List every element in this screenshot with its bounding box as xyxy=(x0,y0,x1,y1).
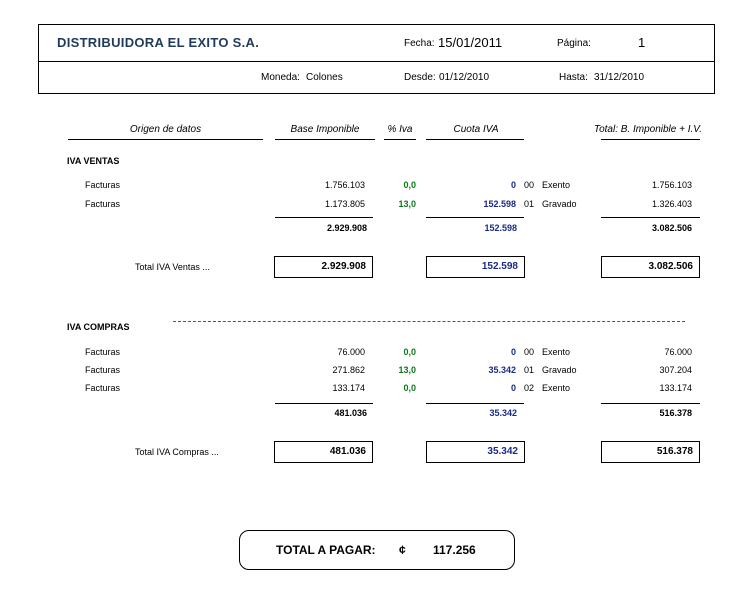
subtotal-rule-base xyxy=(275,217,373,218)
table-row-tipo: Exento xyxy=(542,383,571,393)
moneda-label: Moneda: xyxy=(261,72,300,83)
compras-subtotal-total: 516.378 xyxy=(659,408,692,418)
table-row-cuota: 0 xyxy=(510,180,516,190)
ventas-total-label: Total IVA Ventas ... xyxy=(135,262,210,272)
table-row-iva: 0,0 xyxy=(403,180,416,190)
total-pagar-value: 117.256 xyxy=(433,543,476,557)
table-row-tipo: Exento xyxy=(542,180,571,190)
table-row-iva: 0,0 xyxy=(403,383,416,393)
col-cuota: Cuota IVA xyxy=(453,124,499,135)
rule-total xyxy=(601,139,700,140)
table-row-origen: Facturas xyxy=(85,365,121,375)
subtotal-rule-base xyxy=(275,403,373,404)
desde-value: 01/12/2010 xyxy=(439,72,490,83)
table-row-origen: Facturas xyxy=(85,199,121,209)
subtotal-rule-total xyxy=(601,217,700,218)
table-row-origen: Facturas xyxy=(85,347,121,357)
company-name: DISTRIBUIDORA EL EXITO S.A. xyxy=(57,35,260,50)
table-row-total: 133.174 xyxy=(659,383,692,393)
compras-total-label: Total IVA Compras ... xyxy=(135,447,219,457)
compras-subtotal-cuota: 35.342 xyxy=(489,408,517,418)
table-row-tipo: Gravado xyxy=(542,365,577,375)
fecha-label: Fecha: xyxy=(404,38,435,49)
compras-total-base: 481.036 xyxy=(329,446,366,457)
table-row-total: 1.326.403 xyxy=(651,199,692,209)
compras-total-total: 516.378 xyxy=(656,446,693,457)
table-row-iva: 13,0 xyxy=(398,199,416,209)
rule-origen xyxy=(68,139,263,140)
compras-total-total-box xyxy=(601,441,700,463)
table-row-total: 307.204 xyxy=(659,365,692,375)
table-row-total: 1.756.103 xyxy=(651,180,692,190)
table-row-cuota: 152.598 xyxy=(483,199,516,209)
table-row-code: 01 xyxy=(524,199,535,209)
table-row-iva: 0,0 xyxy=(403,347,416,357)
pagina-value: 1 xyxy=(638,35,646,50)
total-pagar-label: TOTAL A PAGAR: xyxy=(276,543,376,557)
header-divider xyxy=(39,61,714,62)
ventas-subtotal-total: 3.082.506 xyxy=(651,223,692,233)
hasta-label: Hasta: xyxy=(559,72,588,83)
table-row-tipo: Exento xyxy=(542,347,571,357)
table-row-base: 1.756.103 xyxy=(324,180,365,190)
fecha-value: 15/01/2011 xyxy=(438,35,503,50)
ventas-total-cuota: 152.598 xyxy=(481,261,518,272)
compras-total-base-box xyxy=(274,441,373,463)
table-row-origen: Facturas xyxy=(85,180,121,190)
col-base: Base Imponible xyxy=(290,124,360,135)
table-row-iva: 13,0 xyxy=(398,365,416,375)
ventas-subtotal-cuota: 152.598 xyxy=(484,223,517,233)
table-row-base: 133.174 xyxy=(332,383,365,393)
subtotal-rule-cuota xyxy=(426,217,524,218)
rule-cuota xyxy=(426,139,524,140)
table-row-cuota: 35.342 xyxy=(488,365,516,375)
table-row-base: 1.173.805 xyxy=(324,199,365,209)
subtotal-rule-total xyxy=(601,403,700,404)
table-row-cuota: 0 xyxy=(510,347,516,357)
ventas-total-base-box xyxy=(274,256,373,278)
ventas-total-base: 2.929.908 xyxy=(321,261,366,272)
table-row-base: 271.862 xyxy=(332,365,365,375)
currency-symbol: ¢ xyxy=(399,543,406,557)
col-origen: Origen de datos xyxy=(129,124,202,135)
compras-total-cuota-box xyxy=(426,441,525,463)
section-compras-title: IVA COMPRAS xyxy=(67,322,130,332)
col-total: Total: B. Imponible + I.V. xyxy=(593,124,702,135)
desde-label: Desde: xyxy=(404,72,436,83)
table-row-tipo: Gravado xyxy=(542,199,577,209)
rule-iva xyxy=(384,139,416,140)
ventas-total-total-box xyxy=(601,256,700,278)
table-row-code: 00 xyxy=(524,347,535,357)
ventas-subtotal-base: 2.929.908 xyxy=(326,223,367,233)
moneda-value: Colones xyxy=(306,72,343,83)
compras-subtotal-base: 481.036 xyxy=(334,408,367,418)
table-row-code: 02 xyxy=(524,383,535,393)
subtotal-rule-cuota xyxy=(426,403,524,404)
hasta-value: 31/12/2010 xyxy=(594,72,645,83)
rule-base xyxy=(275,139,375,140)
section-ventas-title: IVA VENTAS xyxy=(67,156,120,166)
ventas-total-total: 3.082.506 xyxy=(648,261,693,272)
col-iva: % Iva xyxy=(387,124,413,135)
ventas-total-cuota-box xyxy=(426,256,525,278)
section-divider xyxy=(173,321,685,322)
table-row-origen: Facturas xyxy=(85,383,121,393)
table-row-code: 01 xyxy=(524,365,535,375)
table-row-code: 00 xyxy=(524,180,535,190)
table-row-base: 76.000 xyxy=(337,347,365,357)
pagina-label: Página: xyxy=(557,38,591,49)
compras-total-cuota: 35.342 xyxy=(487,446,518,457)
table-row-total: 76.000 xyxy=(664,347,692,357)
table-row-cuota: 0 xyxy=(510,383,516,393)
